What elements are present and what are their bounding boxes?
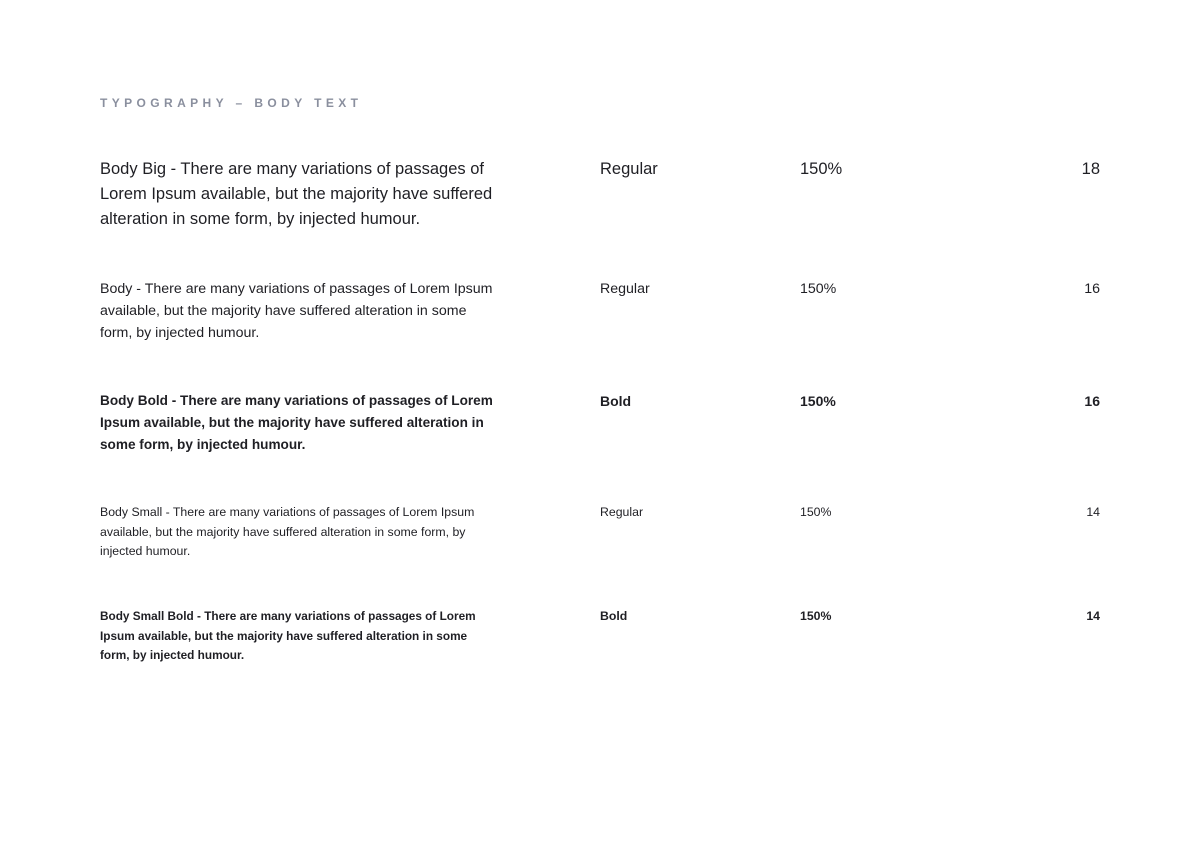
- line-height-value: 150%: [800, 281, 837, 297]
- section-title: TYPOGRAPHY – BODY TEXT: [100, 96, 363, 110]
- line-height-value: 150%: [800, 609, 832, 623]
- type-sample-body: Body - There are many variations of passages of Lorem Ipsum available, but the majority have suffered alteration in some form, by injected humour.: [100, 281, 493, 341]
- font-size-value: 14: [1086, 609, 1100, 623]
- font-weight-value: Regular: [600, 160, 658, 178]
- font-weight-value: Bold: [600, 609, 628, 623]
- type-row-body-bold: [100, 390, 1100, 510]
- line-height-value: 150%: [800, 393, 836, 409]
- type-row-body-small-bold: [100, 607, 1100, 727]
- font-weight-value: Regular: [600, 281, 650, 297]
- font-weight-value: Bold: [600, 393, 632, 409]
- type-sample-body-bold: Body Bold - There are many variations of passages of Lorem Ipsum available, but the majority have suffered alteration in some form, by injected humour.: [100, 393, 493, 452]
- type-sample-body-small: Body Small - There are many variations of passages of Lorem Ipsum available, but the majority have suffered alteration in some form, by injected humour.: [100, 505, 475, 558]
- font-size-value: 14: [1086, 505, 1100, 519]
- type-sample-body-small-bold: Body Small Bold - There are many variations of passages of Lorem Ipsum available, but the majority have suffered alteration in some form, by injected humour.: [100, 609, 476, 662]
- font-weight-value: Regular: [600, 505, 644, 519]
- type-sample-body-big: Body Big - There are many variations of passages of Lorem Ipsum available, but the majority have suffered alteration in some form, by injected humour.: [100, 160, 493, 228]
- line-height-value: 150%: [800, 160, 843, 178]
- type-row-body-small: [100, 503, 1100, 623]
- type-row-body: [100, 278, 1100, 398]
- line-height-value: 150%: [800, 505, 832, 519]
- type-row-body-big: [100, 157, 1100, 277]
- font-size-value: 18: [1081, 160, 1100, 178]
- font-size-value: 16: [1084, 393, 1100, 409]
- font-size-value: 16: [1084, 281, 1100, 297]
